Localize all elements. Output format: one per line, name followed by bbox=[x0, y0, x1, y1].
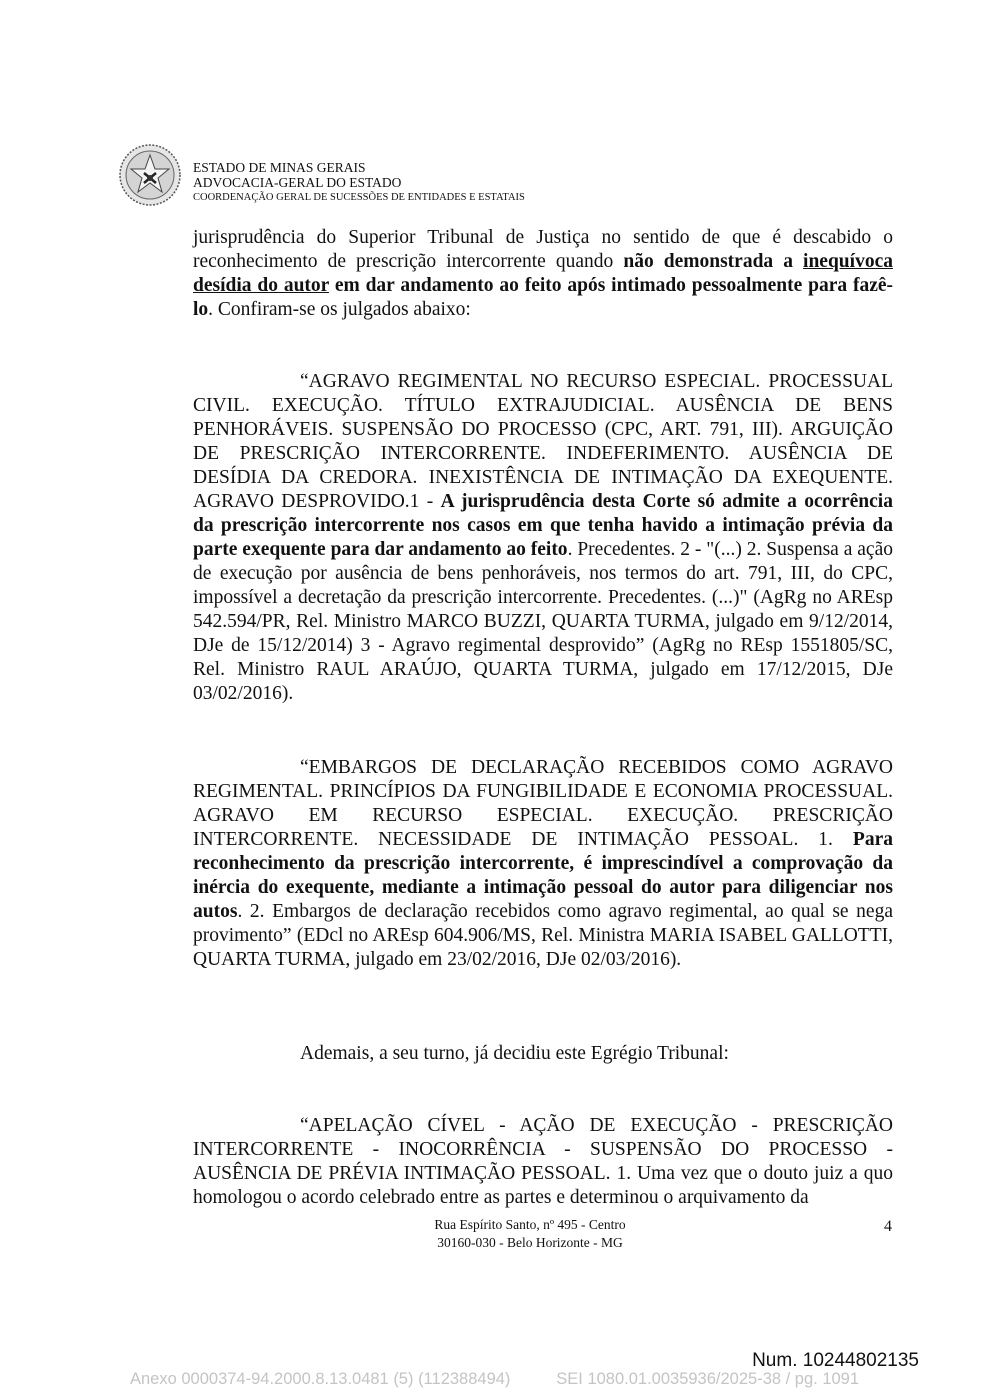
intro-text-e: . Confiram-se os julgados abaixo: bbox=[208, 299, 471, 320]
footer-address-line-1: Rua Espírito Santo, nº 495 - Centro bbox=[434, 1217, 626, 1232]
header-state: ESTADO DE MINAS GERAIS bbox=[193, 160, 366, 175]
intro-bold-b: não demonstrada a bbox=[623, 251, 804, 272]
annex-label: Anexo 0000374-94.2000.8.13.0481 (5) (112388494) bbox=[130, 1370, 511, 1388]
quote1-bold: A jurisprudência desta Corte só admite a ocorrência da prescrição intercorrente nos casos em que tenha havido a intimação prévia da parte exequente para dar andamento ao feito bbox=[193, 491, 893, 560]
quote2-text-a: “EMBARGOS DE DECLARAÇÃO RECEBIDOS COMO AGRAVO REGIMENTAL. PRINCÍPIOS DA FUNGIBILIDADE E ECONOMIA PROCESSUAL. AGRAVO EM RECURSO ESPECIAL. EXECUÇÃO. PRESCRIÇÃO INTERCORRENTE. NECESSIDADE DE INTIMAÇÃO PESSOAL. 1. bbox=[193, 757, 893, 850]
footer-address-line-2: 30160-030 - Belo Horizonte - MG bbox=[437, 1235, 623, 1250]
header-department: COORDENAÇÃO GERAL DE SUCESSÕES DE ENTIDADES E ESTATAIS bbox=[193, 192, 525, 203]
citation-quote-3 bbox=[193, 1114, 893, 1210]
sei-label: SEI 1080.01.0035936/2025-38 / pg. 1091 bbox=[556, 1370, 860, 1388]
quote3-text: “APELAÇÃO CÍVEL - AÇÃO DE EXECUÇÃO - PRESCRIÇÃO INTERCORRENTE - INOCORRÊNCIA - SUSPENSÃO DO PROCESSO - AUSÊNCIA DE PRÉVIA INTIMAÇÃO PESSOAL. 1. Uma vez que o douto juiz a quo homologou o acordo celebrado entre as partes e determinou o arquivamento da bbox=[193, 1115, 893, 1208]
document-number: Num. 10244802135 bbox=[752, 1350, 919, 1371]
page-number: 4 bbox=[884, 1218, 892, 1235]
letterhead bbox=[193, 160, 525, 205]
page-footer-address bbox=[380, 1216, 680, 1252]
transition-text: Ademais, a seu turno, já decidiu este Egrégio Tribunal: bbox=[300, 1043, 729, 1064]
quote2-text-c: . 2. Embargos de declaração recebidos como agravo regimental, ao qual se nega provimento” (EDcl no AREsp 604.906/MS, Rel. Ministra MARIA ISABEL GALLOTTI, QUARTA TURMA, julgado em 23/02/2016, DJe 02/03/2016). bbox=[193, 901, 893, 970]
citation-quote-2 bbox=[193, 756, 893, 972]
quote1-text-c: . Precedentes. 2 - "(...) 2. Suspensa a ação de execução por ausência de bens penhoráveis, nos termos do art. 791, III, do CPC, impossível a decretação da prescrição intercorrente. Precedentes. (...)" (AgRg no AREsp 542.594/PR, Rel. Ministro MARCO BUZZI, QUARTA TURMA, julgado em 9/12/2014, DJe de 15/12/2014) 3 - Agravo regimental desprovido” (AgRg no REsp 1551805/SC, Rel. Ministro RAUL ARAÚJO, QUARTA TURMA, julgado em 17/12/2015, DJe 03/02/2016). bbox=[193, 539, 893, 704]
state-coat-of-arms-seal bbox=[118, 143, 182, 207]
intro-paragraph bbox=[193, 226, 893, 322]
transition-paragraph bbox=[193, 1042, 893, 1066]
intro-text-a: jurisprudência do Superior Tribunal de Justiça no sentido de que é descabido o reconhecimento de prescrição intercorrente quando bbox=[193, 227, 893, 272]
annex-stamp bbox=[130, 1370, 859, 1389]
intro-bold-d: em dar andamento ao feito após intimado pessoalmente para fazê-lo bbox=[193, 275, 893, 320]
quote2-bold: Para reconhecimento da prescrição intercorrente, é imprescindível a comprovação da inércia do exequente, mediante a intimação pessoal do autor para diligenciar nos autos bbox=[193, 829, 893, 922]
quote1-text-a: “AGRAVO REGIMENTAL NO RECURSO ESPECIAL. PROCESSUAL CIVIL. EXECUÇÃO. TÍTULO EXTRAJUDICIAL. AUSÊNCIA DE BENS PENHORÁVEIS. SUSPENSÃO DO PROCESSO (CPC, ART. 791, III). ARGUIÇÃO DE PRESCRIÇÃO INTERCORRENTE. INDEFERIMENTO. AUSÊNCIA DE DESÍDIA DA CREDORA. INEXISTÊNCIA DE INTIMAÇÃO DA EXEQUENTE. AGRAVO DESPROVIDO.1 - bbox=[193, 371, 893, 512]
citation-quote-1 bbox=[193, 370, 893, 706]
intro-bold-underlined: inequívoca desídia do autor bbox=[193, 251, 893, 296]
header-agency: ADVOCACIA-GERAL DO ESTADO bbox=[193, 175, 402, 190]
